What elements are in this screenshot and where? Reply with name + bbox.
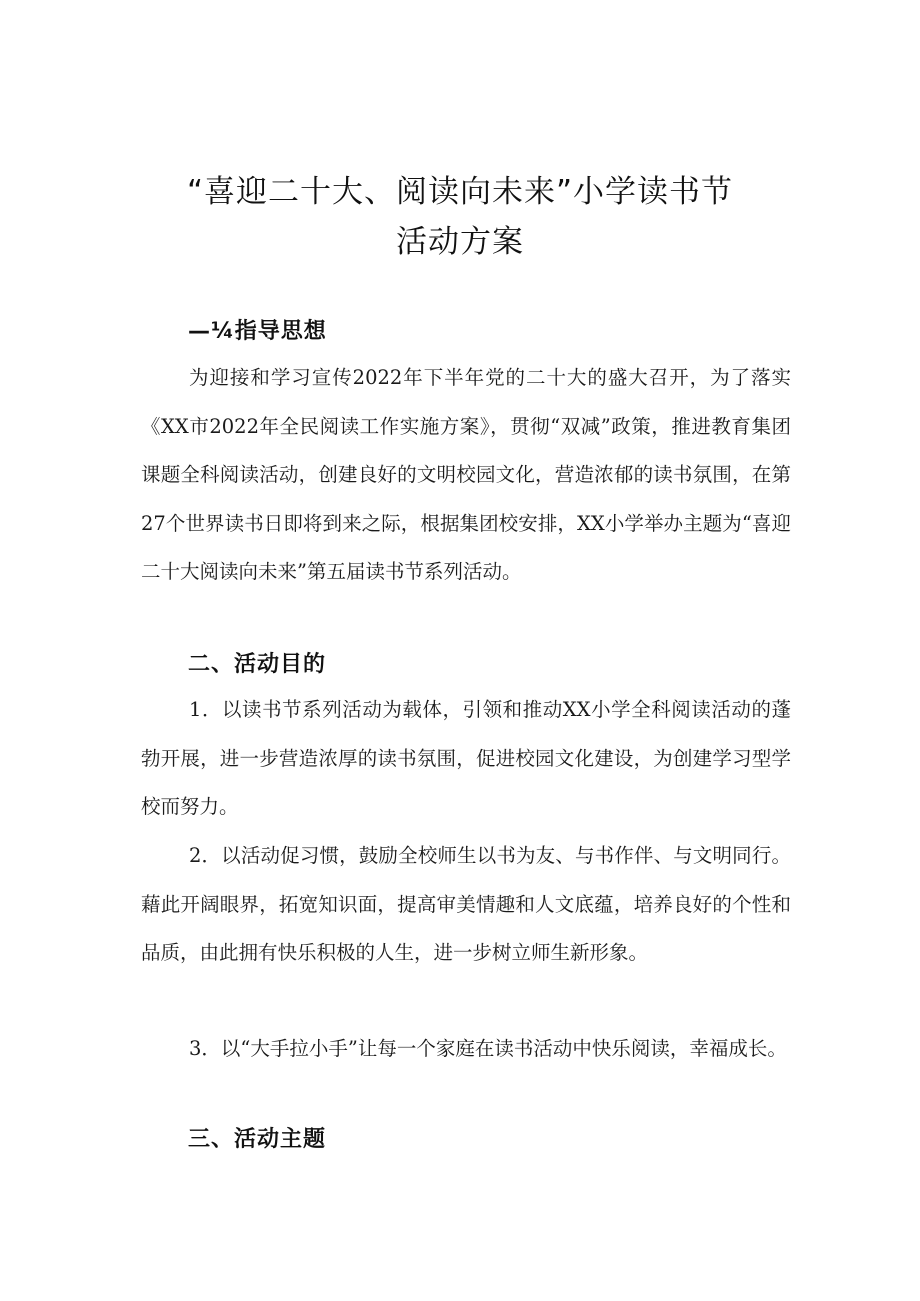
paragraph-purpose-3: 3．以“大手拉小手”让每一个家庭在读书活动中快乐阅读，幸福成长。 bbox=[189, 1037, 787, 1060]
paragraph-purpose-1: 1．以读书节系列活动为载体，引领和推动XX小学全科阅读活动的蓬勃开展，进一步营造浓厚的读书氛围，促进校园文化建设，为创建学习型学校而努力。 bbox=[141, 698, 791, 818]
paragraph-guiding-ideology: 为迎接和学习宣传2022年下半年党的二十大的盛大召开，为了落实《XX市2022年全民阅读工作实施方案》，贯彻“双减”政策，推进教育集团课题全科阅读活动，创建良好的文明校园文化，营造浓郁的读书氛围，在第27个世界读书日即将到来之际，根据集团校安排，XX小学举办主题为“喜迎二十大阅读向未来”第五届读书节系列活动。 bbox=[141, 366, 791, 583]
section-heading-guiding-ideology: —¼指导思想 bbox=[188, 319, 327, 344]
section-heading-activity-purpose: 二、活动目的 bbox=[188, 652, 327, 677]
paragraph-purpose-2: 2．以活动促习惯，鼓励全校师生以书为友、与书作伴、与文明同行。藉此开阔眼界，拓宽知识面，提高审美情趣和人文底蕴，培养良好的个性和品质，由此拥有快乐积极的人生，进一步树立师生新形象。 bbox=[141, 844, 791, 964]
document-title-line-2: 活动方案 bbox=[396, 224, 524, 260]
document-title-line-1: “喜迎二十大、阅读向未来”小学读书节 bbox=[186, 174, 734, 210]
section-heading-activity-theme: 三、活动主题 bbox=[188, 1127, 327, 1152]
